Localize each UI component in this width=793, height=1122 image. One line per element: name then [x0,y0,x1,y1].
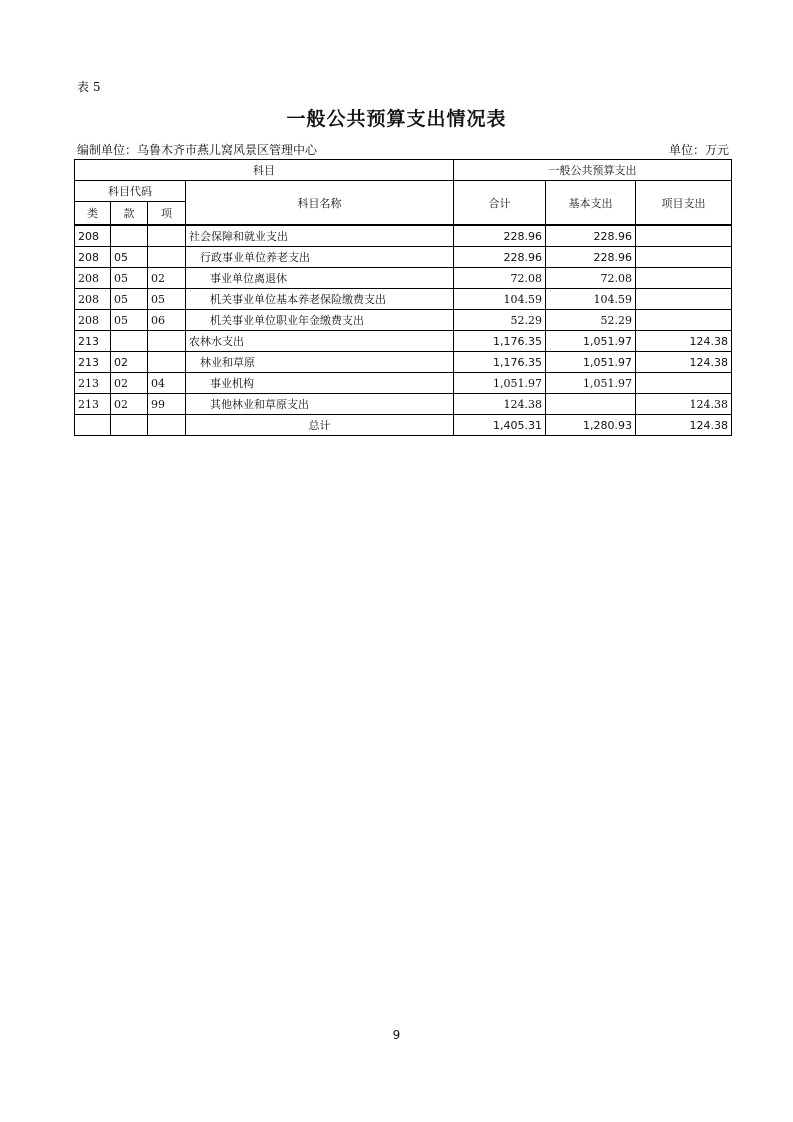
cell-kuan: 05 [111,268,148,289]
cell-total: 124.38 [454,394,546,415]
cell-basic: 1,051.97 [546,352,636,373]
cell-xiang: 05 [148,289,186,310]
cell-lei: 213 [75,394,111,415]
cell-xiang: 02 [148,268,186,289]
currency-unit: 单位：万元 [668,143,729,157]
cell-total: 1,176.35 [454,352,546,373]
table-row [75,352,732,373]
cell-name: 行政事业单位养老支出 [186,247,454,268]
table-row [75,289,732,310]
cell-total: 1,051.97 [454,373,546,394]
cell-lei: 213 [75,373,111,394]
cell-project: 124.38 [636,331,732,352]
cell-xiang: 06 [148,310,186,331]
cell-xiang: 99 [148,394,186,415]
cell-lei: 208 [75,289,111,310]
cell-basic: 72.08 [546,268,636,289]
cell-kuan: 02 [111,373,148,394]
cell-lei: 213 [75,352,111,373]
totals-total: 1,405.31 [454,415,546,436]
table-label: 表 5 [77,80,101,94]
table-row [75,225,732,247]
cell-lei: 208 [75,310,111,331]
cell-lei: 208 [75,268,111,289]
totals-basic: 1,280.93 [546,415,636,436]
header-lei: 类 [75,202,111,226]
compiling-unit: 编制单位：乌鲁木齐市燕儿窝风景区管理中心 [77,143,318,157]
cell-project [636,268,732,289]
cell-basic: 104.59 [546,289,636,310]
cell-project [636,289,732,310]
cell-basic [546,394,636,415]
cell-name: 其他林业和草原支出 [186,394,454,415]
cell-project: 124.38 [636,394,732,415]
cell-name: 林业和草原 [186,352,454,373]
cell-total: 104.59 [454,289,546,310]
cell-kuan: 02 [111,352,148,373]
totals-label: 总计 [186,415,454,436]
cell-total: 228.96 [454,225,546,247]
cell-kuan: 05 [111,310,148,331]
header-budget: 一般公共预算支出 [454,160,732,181]
cell-total: 1,176.35 [454,331,546,352]
cell-lei: 208 [75,225,111,247]
table-row [75,268,732,289]
cell-basic: 228.96 [546,247,636,268]
header-xiang: 项 [148,202,186,226]
table-row [75,247,732,268]
cell-kuan: 05 [111,247,148,268]
cell-xiang [148,331,186,352]
cell-kuan: 02 [111,394,148,415]
cell-project [636,310,732,331]
cell-project [636,225,732,247]
table-row [75,331,732,352]
cell-xiang: 04 [148,373,186,394]
page-number: 9 [392,1028,401,1042]
cell-kuan: 05 [111,289,148,310]
totals-project: 124.38 [636,415,732,436]
cell-empty [148,415,186,436]
cell-project [636,247,732,268]
cell-xiang [148,225,186,247]
cell-project [636,373,732,394]
cell-name: 机关事业单位职业年金缴费支出 [186,310,454,331]
cell-basic: 1,051.97 [546,373,636,394]
cell-empty [75,415,111,436]
cell-total: 228.96 [454,247,546,268]
cell-total: 72.08 [454,268,546,289]
cell-name: 事业机构 [186,373,454,394]
totals-row [75,415,732,436]
header-kuan: 款 [111,202,148,226]
cell-empty [111,415,148,436]
cell-lei: 213 [75,331,111,352]
table-row [75,394,732,415]
header-project: 项目支出 [636,181,732,226]
cell-basic: 1,051.97 [546,331,636,352]
cell-basic: 52.29 [546,310,636,331]
cell-basic: 228.96 [546,225,636,247]
cell-xiang [148,247,186,268]
page-title: 一般公共预算支出情况表 [286,108,507,130]
cell-project: 124.38 [636,352,732,373]
table-row [75,310,732,331]
cell-total: 52.29 [454,310,546,331]
header-subject: 科目 [75,160,454,181]
header-code: 科目代码 [75,181,186,202]
table-row [75,373,732,394]
cell-xiang [148,352,186,373]
header-total: 合计 [454,181,546,226]
cell-name: 事业单位离退休 [186,268,454,289]
cell-name: 农林水支出 [186,331,454,352]
header-name: 科目名称 [186,181,454,226]
cell-kuan [111,331,148,352]
cell-name: 机关事业单位基本养老保险缴费支出 [186,289,454,310]
cell-kuan [111,225,148,247]
budget-table [74,159,732,436]
cell-name: 社会保障和就业支出 [186,225,454,247]
cell-lei: 208 [75,247,111,268]
header-basic: 基本支出 [546,181,636,226]
